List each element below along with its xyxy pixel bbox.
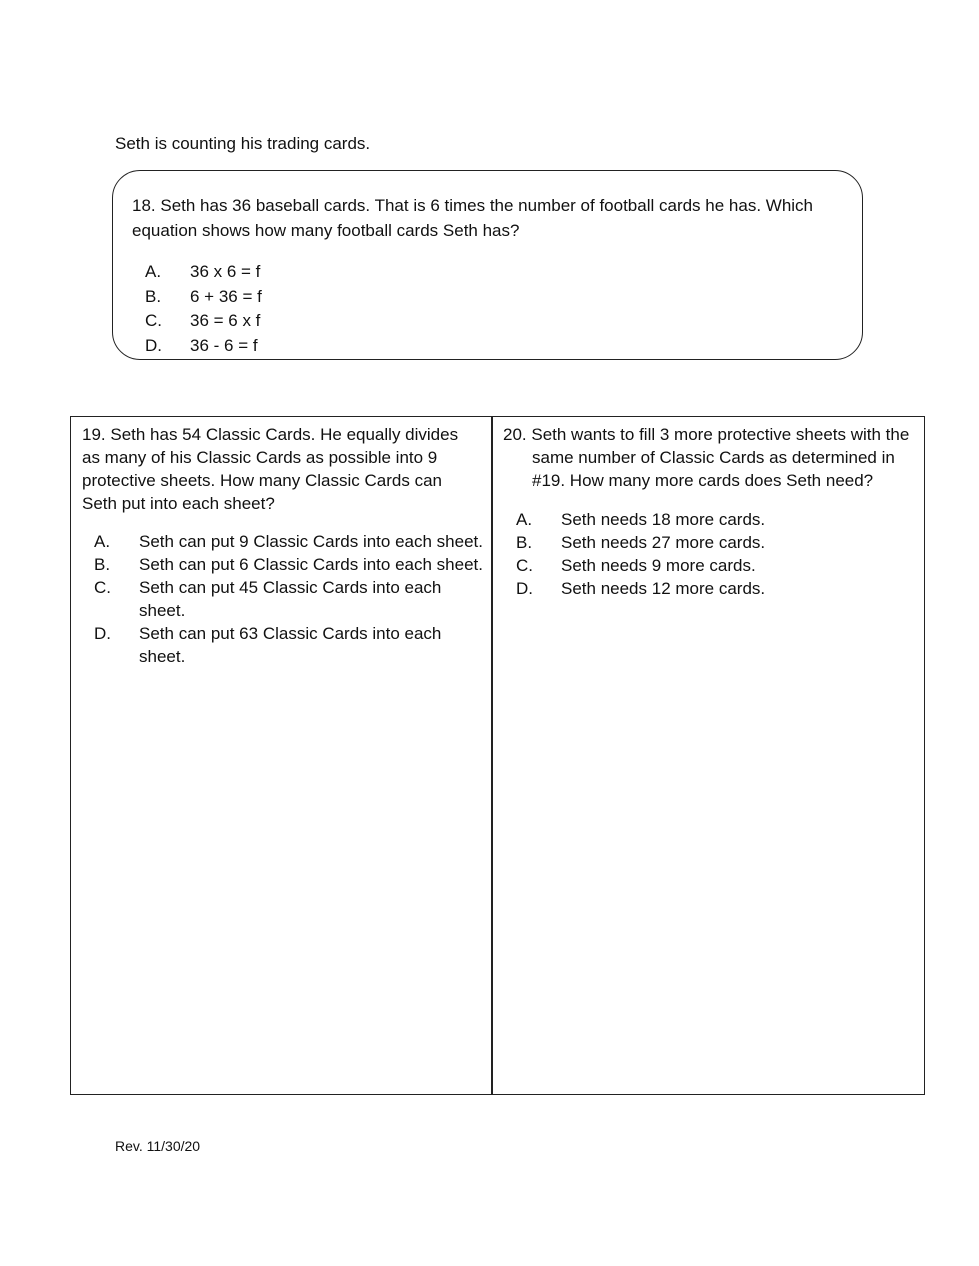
choice-letter: D. — [145, 335, 162, 355]
choice-b — [516, 531, 765, 554]
choice-text: 6 + 36 = f — [190, 286, 262, 306]
choice-letter: B. — [516, 533, 533, 552]
choice-a — [145, 260, 262, 285]
choice-letter: D. — [516, 579, 533, 598]
choice-a — [516, 508, 765, 531]
choice-text: Seth needs 12 more cards. — [561, 579, 766, 598]
two-column-table — [70, 416, 925, 1095]
choice-letter: B. — [94, 555, 111, 574]
choice-letter: A. — [145, 262, 162, 281]
choice-letter: C. — [516, 556, 533, 575]
choice-letter: C. — [94, 578, 111, 597]
choice-text: Seth can put 63 Classic Cards into each sheet. — [139, 624, 442, 666]
question-19-stem: 19. Seth has 54 Classic Cards. He equally divides as many of his Classic Cards as possible into 9 protective sheets. How many Classic Cards can Seth put into each sheet? — [82, 425, 459, 513]
column-divider — [491, 416, 493, 1095]
choice-letter: A. — [94, 532, 111, 551]
choice-text: Seth can put 6 Classic Cards into each sheet. — [139, 555, 483, 574]
intro-text: Seth is counting his trading cards. — [115, 134, 371, 153]
choice-text: 36 - 6 = f — [190, 335, 258, 355]
choice-c — [94, 576, 484, 622]
question-19-choices — [94, 530, 484, 668]
choice-b — [94, 553, 484, 576]
question-18-choices — [145, 260, 262, 358]
choice-letter: B. — [145, 286, 162, 306]
choice-text: Seth needs 9 more cards. — [561, 556, 756, 575]
question-20-stem: 20. Seth wants to fill 3 more protective sheets with the same number of Classic Cards as determined in #19. How many more cards does Seth need? — [503, 425, 910, 490]
revision-footer: Rev. 11/30/20 — [115, 1138, 201, 1154]
choice-c — [516, 554, 765, 577]
choice-b — [145, 285, 262, 310]
choice-d — [94, 622, 484, 668]
choice-letter: A. — [516, 510, 533, 529]
choice-text: 36 = 6 x f — [190, 311, 261, 330]
choice-text: Seth needs 18 more cards. — [561, 510, 766, 529]
choice-text: 36 x 6 = f — [190, 262, 261, 281]
question-20-choices — [516, 508, 765, 600]
choice-text: Seth needs 27 more cards. — [561, 533, 766, 552]
choice-text: Seth can put 45 Classic Cards into each sheet. — [139, 578, 442, 620]
choice-text: Seth can put 9 Classic Cards into each sheet. — [139, 532, 483, 551]
question-18-stem: 18. Seth has 36 baseball cards. That is 6 times the number of football cards he has. Which equation shows how many football cards Seth has? — [132, 196, 814, 240]
choice-letter: C. — [145, 311, 162, 330]
choice-d — [516, 577, 765, 600]
choice-c — [145, 309, 262, 334]
choice-letter: D. — [94, 624, 111, 643]
choice-a — [94, 530, 484, 553]
choice-d — [145, 334, 262, 359]
